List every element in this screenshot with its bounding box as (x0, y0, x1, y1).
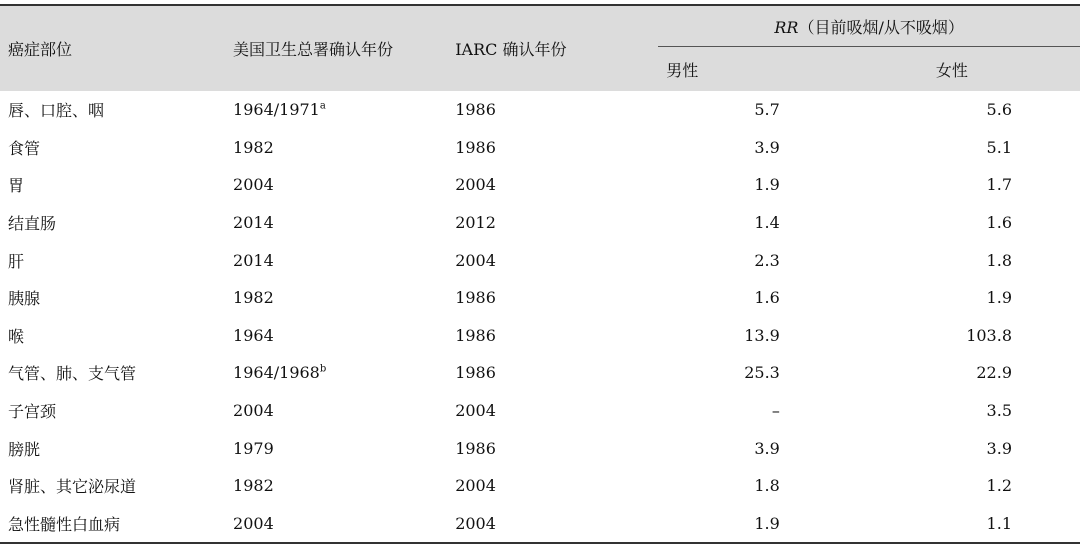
header-male: 男性 (658, 47, 900, 92)
cell-us-year (225, 279, 447, 317)
cell-iarc-year: 1986 (455, 100, 496, 120)
cell-site: 胃 (8, 176, 25, 196)
cell-us-year (225, 354, 447, 392)
cell-iarc-year: 1986 (455, 325, 496, 345)
cell-rr-male: 25.3 (744, 363, 780, 383)
cell-rr-female: 1.7 (986, 175, 1012, 195)
cell-us-year (225, 241, 447, 279)
table-row (0, 166, 1080, 204)
cell-site: 肝 (8, 251, 25, 271)
cell-rr-male: – (771, 401, 780, 421)
header-female: 女性 (900, 47, 1080, 92)
us-year-footnote: a (319, 100, 326, 112)
cell-rr-female: 22.9 (976, 363, 1012, 383)
cell-site: 急性髓性白血病 (0, 505, 225, 544)
table-row (0, 505, 1080, 544)
table-row (0, 91, 1080, 129)
us-year-value: 2004 (233, 401, 274, 421)
cell-rr-female: 1.1 (900, 505, 1080, 544)
header-us-year: 美国卫生总署确认年份 (225, 5, 447, 91)
us-year-value: 1979 (233, 438, 274, 458)
cell-iarc-year: 2004 (455, 175, 496, 195)
cell-iarc-year: 2004 (455, 250, 496, 270)
us-year-value: 2004 (233, 513, 274, 533)
cell-rr-male: 1.6 (754, 288, 780, 308)
us-year-value: 1964/1971 (233, 100, 320, 120)
cell-site: 肾脏、其它泌尿道 (8, 477, 137, 497)
cell-rr-female: 103.8 (966, 325, 1012, 345)
table-row (0, 354, 1080, 392)
cell-rr-female: 1.2 (986, 476, 1012, 496)
cell-us-year (225, 91, 447, 129)
cell-us-year (225, 317, 447, 355)
us-year-value: 2014 (233, 213, 274, 233)
cell-rr-male: 5.7 (754, 100, 780, 120)
header-iarc-year: IARC 确认年份 (447, 5, 658, 91)
cell-site: 唇、口腔、咽 (8, 101, 105, 121)
cell-iarc-year: 2012 (455, 213, 496, 233)
cell-us-year (225, 467, 447, 505)
cell-rr-male: 1.4 (754, 213, 780, 233)
table-row (0, 429, 1080, 467)
table-row (0, 467, 1080, 505)
cell-rr-male: 13.9 (744, 325, 780, 345)
cell-rr-female: 1.8 (986, 250, 1012, 270)
cell-site: 气管、肺、支气管 (8, 364, 137, 384)
header-site: 癌症部位 (0, 5, 225, 91)
table-row (0, 204, 1080, 242)
cell-rr-male: 1.9 (754, 175, 780, 195)
us-year-value: 1982 (233, 137, 274, 157)
cell-site: 胰腺 (8, 289, 41, 309)
rr-symbol: RR (774, 17, 799, 37)
cell-site: 结直肠 (8, 214, 57, 234)
cell-rr-female: 5.1 (986, 137, 1012, 157)
cell-us-year (225, 505, 447, 544)
table-row (0, 279, 1080, 317)
cell-rr-female: 1.6 (986, 213, 1012, 233)
cell-rr-female: 1.9 (986, 288, 1012, 308)
us-year-value: 2014 (233, 250, 274, 270)
table-row (0, 241, 1080, 279)
cell-rr-female: 5.6 (986, 100, 1012, 120)
us-year-value: 1982 (233, 476, 274, 496)
cell-site: 子宫颈 (8, 402, 57, 422)
us-year-value: 2004 (233, 175, 274, 195)
cell-us-year (225, 429, 447, 467)
us-year-value: 1964 (233, 325, 274, 345)
cell-iarc-year: 1986 (455, 363, 496, 383)
cell-rr-male: 1.9 (658, 505, 900, 544)
us-year-value: 1982 (233, 288, 274, 308)
cell-iarc-year: 1986 (455, 438, 496, 458)
us-year-value: 1964/1968 (233, 363, 320, 383)
cell-us-year (225, 392, 447, 430)
cell-iarc-year: 2004 (455, 401, 496, 421)
cell-rr-female: 3.9 (986, 438, 1012, 458)
header-rr (658, 5, 1080, 47)
cell-rr-male: 3.9 (754, 137, 780, 157)
cell-iarc-year: 2004 (447, 505, 658, 544)
cell-iarc-year: 1986 (455, 137, 496, 157)
cell-site: 食管 (8, 138, 41, 158)
us-year-footnote: b (319, 364, 327, 376)
cell-rr-male: 3.9 (754, 438, 780, 458)
cell-rr-female: 3.5 (986, 401, 1012, 421)
cell-us-year (225, 204, 447, 242)
cell-site: 喉 (8, 326, 25, 346)
cell-iarc-year: 2004 (455, 476, 496, 496)
cell-iarc-year: 1986 (455, 288, 496, 308)
cancer-smoking-table (0, 4, 1080, 544)
table-row (0, 317, 1080, 355)
table-row (0, 392, 1080, 430)
cell-rr-male: 1.8 (754, 476, 780, 496)
rr-description: （目前吸烟/从不吸烟） (798, 17, 964, 37)
cell-us-year (225, 166, 447, 204)
cell-us-year (225, 129, 447, 167)
cell-site: 膀胱 (8, 439, 41, 459)
cell-rr-male: 2.3 (754, 250, 780, 270)
table-row (0, 129, 1080, 167)
